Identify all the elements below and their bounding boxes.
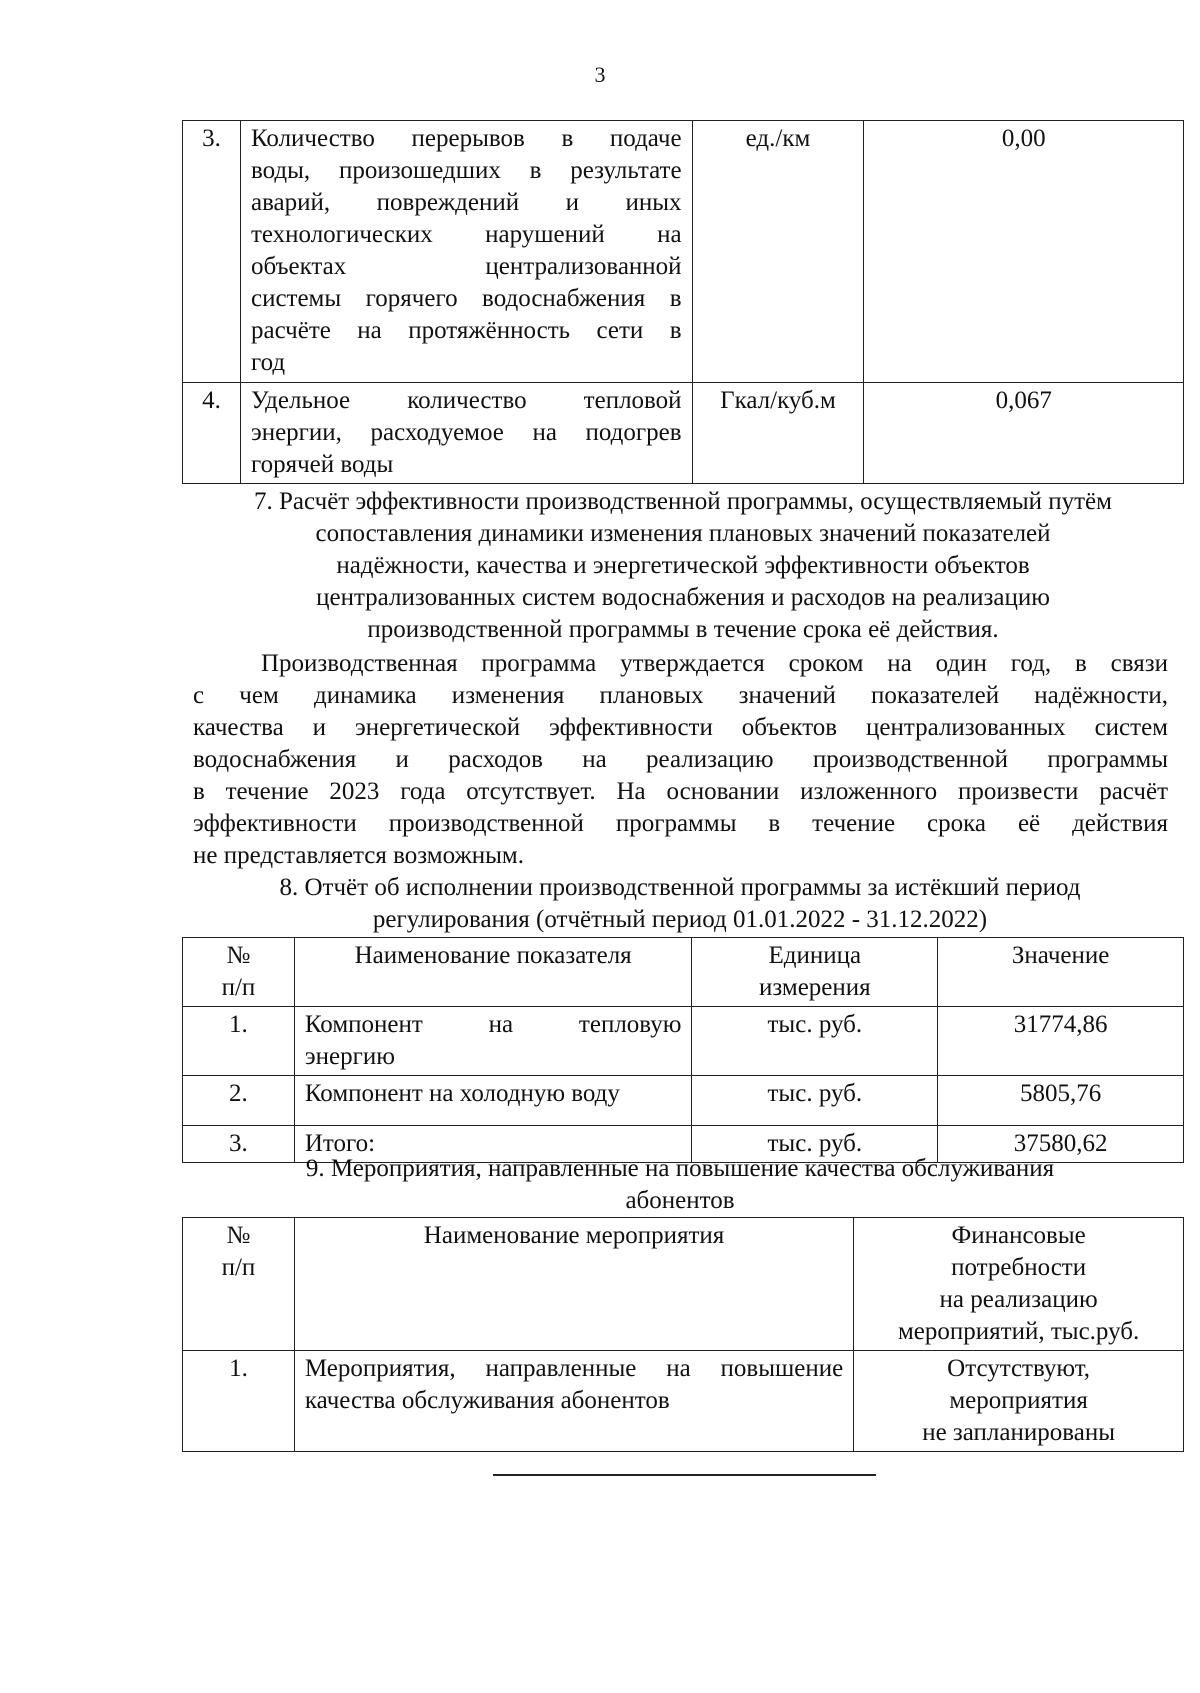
header-name: Наименование мероприятия	[294, 1218, 853, 1351]
table-header-row	[183, 1218, 1184, 1351]
value-cell: 0,067	[864, 383, 1184, 484]
closing-rule	[493, 1474, 876, 1476]
table-row	[183, 1076, 1184, 1126]
indicator-name: Количество перерывов в подаче воды, произошедших в результате аварий, повреждений и иных технологических нарушений на объектах централизованной системы горячего водоснабжения в расчёте на протяжённость сети в год	[240, 121, 692, 383]
report-table	[182, 937, 1184, 1163]
value-cell: 0,00	[864, 121, 1184, 383]
row-number: 3.	[183, 121, 241, 383]
value-cell: 37580,62	[938, 1126, 1184, 1163]
row-number: 3.	[183, 1126, 295, 1163]
section8-heading: 8. Отчёт об исполнении производственной программы за истёкший период регулирования (отчётный период 01.01.2022 - 31.12.2022)	[279, 874, 1081, 933]
unit-cell: ед./км	[692, 121, 864, 383]
header-value: Значение	[938, 938, 1184, 1007]
indicator-name: Компонент на тепловую энергию	[294, 1007, 692, 1076]
table-header-row	[183, 938, 1184, 1007]
finance-cell: Отсутствуют, мероприятия не запланированы	[854, 1351, 1184, 1452]
header-num: № п/п	[183, 938, 295, 1007]
table-row	[183, 1351, 1184, 1452]
indicator-name: Итого:	[294, 1126, 692, 1163]
activity-name: Мероприятия, направленные на повышение качества обслуживания абонентов	[294, 1351, 853, 1452]
row-number: 1.	[183, 1351, 295, 1452]
value-cell: 5805,76	[938, 1076, 1184, 1126]
indicator-name: Компонент на холодную воду	[294, 1076, 692, 1126]
header-unit: Единица измерения	[692, 938, 938, 1007]
unit-cell: Гкал/куб.м	[692, 383, 864, 484]
indicators-table-continuation	[182, 120, 1184, 484]
header-name: Наименование показателя	[294, 938, 692, 1007]
row-number: 2.	[183, 1076, 295, 1126]
table-row	[183, 1007, 1184, 1076]
table-row	[183, 383, 1184, 484]
page-number: 3	[594, 62, 606, 87]
section9-heading: 9. Мероприятия, направленные на повышение качества обслуживания абонентов	[305, 1155, 1055, 1214]
header-num: № п/п	[183, 1218, 295, 1351]
indicator-name: Удельное количество тепловой энергии, расходуемое на подогрев горячей воды	[240, 383, 692, 484]
activities-table	[182, 1217, 1184, 1452]
value-cell: 31774,86	[938, 1007, 1184, 1076]
row-number: 4.	[183, 383, 241, 484]
section7-paragraph: Производственная программа утверждается сроком на один год, в связи с чем динамика изменения плановых значений показателей надёжности, качества и энергетической эффективности объектов централизованных систем водоснабжения и расходов на реализацию производственной программы в течение 2023 года отсутствует. На основании изложенного произвести расчёт эффективности производственной программы в течение срока её действия не представляется возможным.	[193, 650, 1168, 869]
section7-heading: 7. Расчёт эффективности производственной программы, осуществляемый путём сопоставления динамики изменения плановых значений показателей надёжности, качества и энергетической эффективности объектов централизованных систем водоснабжения и расходов на реализацию производственной программы в течение срока её действия.	[254, 488, 1112, 643]
table-row	[183, 121, 1184, 383]
unit-cell: тыс. руб.	[692, 1076, 938, 1126]
row-number: 1.	[183, 1007, 295, 1076]
header-finance: Финансовые потребности на реализацию мероприятий, тыс.руб.	[854, 1218, 1184, 1351]
unit-cell: тыс. руб.	[692, 1126, 938, 1163]
unit-cell: тыс. руб.	[692, 1007, 938, 1076]
